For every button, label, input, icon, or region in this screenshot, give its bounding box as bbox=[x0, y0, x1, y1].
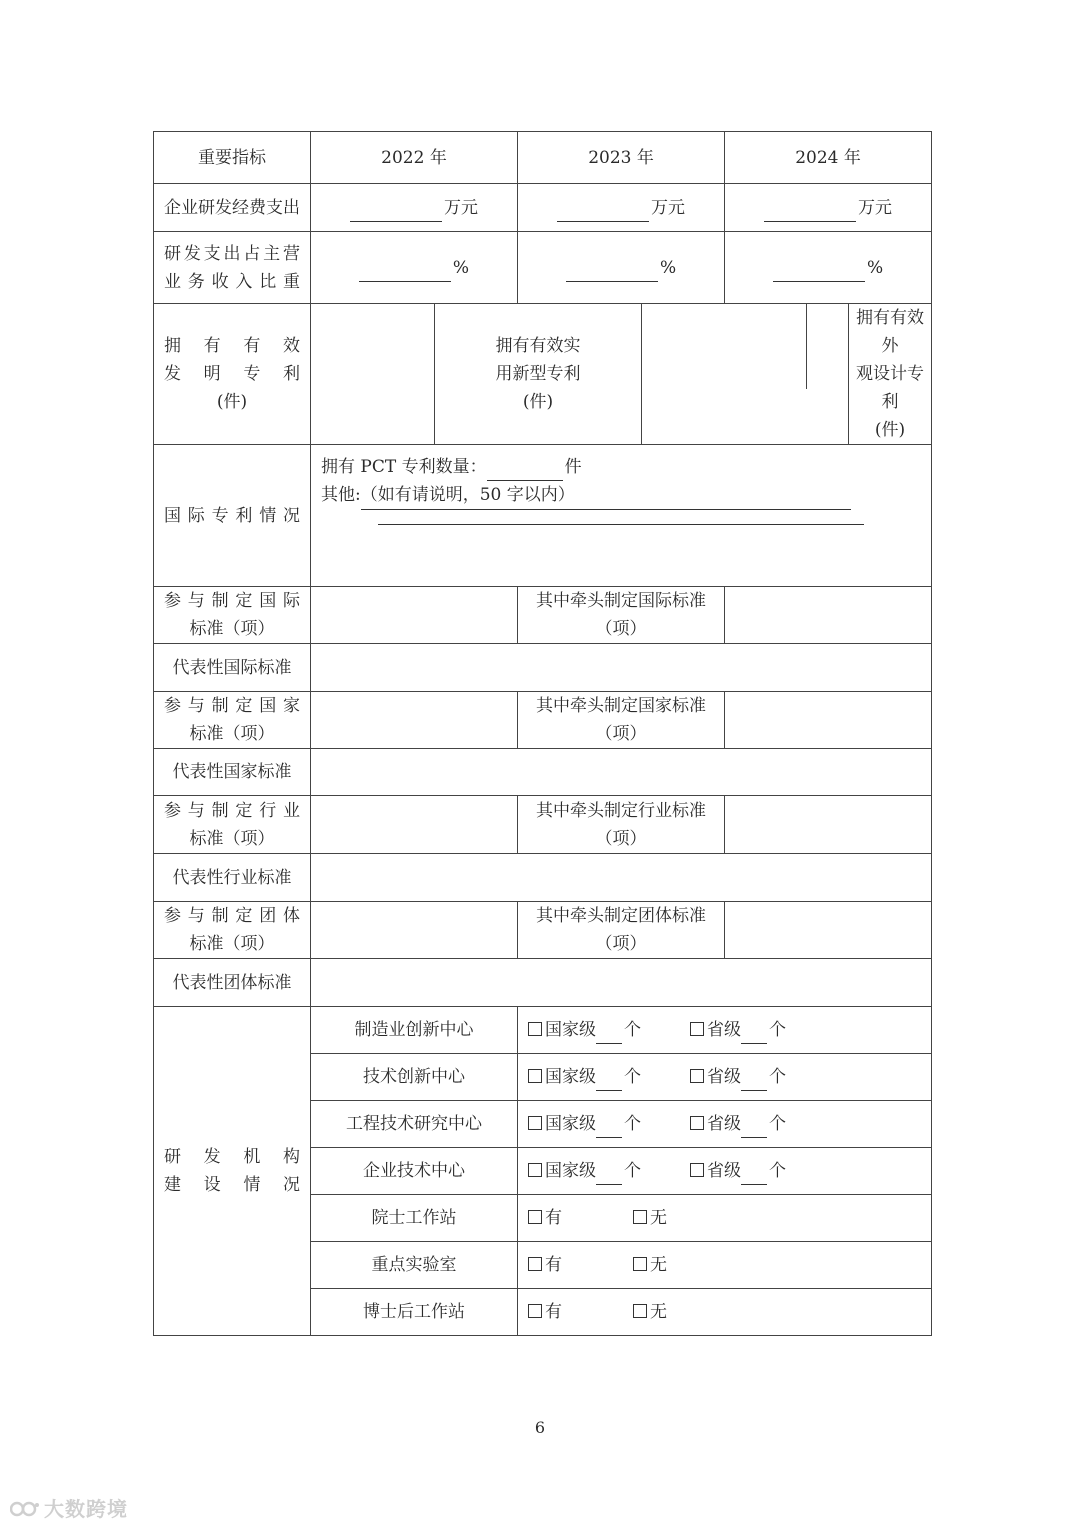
inst-name: 工程技术研究中心 bbox=[311, 1101, 518, 1148]
rd-expense-2022[interactable]: 万元 bbox=[311, 184, 518, 232]
rd-expense-2024[interactable]: 万元 bbox=[725, 184, 932, 232]
inst-name: 技术创新中心 bbox=[311, 1054, 518, 1101]
intl-patent-content[interactable]: 拥有 PCT 专利数量： 件 其他:（如有请说明，50 字以内） bbox=[311, 445, 932, 587]
industry-standard-value[interactable] bbox=[311, 796, 518, 854]
national-standard-rep-value[interactable] bbox=[311, 749, 932, 796]
provincial-checkbox[interactable] bbox=[690, 1069, 704, 1083]
intl-standard-lead-value[interactable] bbox=[725, 587, 932, 644]
national-standard-lead-value[interactable] bbox=[725, 692, 932, 749]
rd-ratio-2023[interactable]: % bbox=[518, 232, 725, 304]
rd-ratio-label: 研发支出占主营 业务收入比重 bbox=[154, 232, 311, 304]
yes-checkbox[interactable] bbox=[528, 1210, 542, 1224]
intl-standard-lead-label: 其中牵头制定国际标准 （项） bbox=[518, 587, 725, 644]
national-checkbox[interactable] bbox=[528, 1022, 542, 1036]
page-number: 6 bbox=[534, 1418, 546, 1437]
inst-name: 企业技术中心 bbox=[311, 1148, 518, 1195]
group-standard-label: 参与制定团体 标准（项） bbox=[154, 902, 311, 959]
inst-options[interactable]: 有 无 bbox=[518, 1289, 932, 1336]
no-checkbox[interactable] bbox=[633, 1210, 647, 1224]
watermark-logo-icon bbox=[10, 1500, 40, 1518]
national-standard-rep-label: 代表性国家标准 bbox=[154, 749, 311, 796]
industry-standard-rep-value[interactable] bbox=[311, 854, 932, 902]
inst-options[interactable]: 国家级 个 省级 个 bbox=[518, 1007, 932, 1054]
group-standard-rep-value[interactable] bbox=[311, 959, 932, 1007]
rd-expense-label: 企业研发经费支出 bbox=[154, 184, 311, 232]
industry-standard-rep-label: 代表性行业标准 bbox=[154, 854, 311, 902]
national-standard-lead-label: 其中牵头制定国家标准 （项） bbox=[518, 692, 725, 749]
provincial-checkbox[interactable] bbox=[690, 1116, 704, 1130]
intl-standard-value[interactable] bbox=[311, 587, 518, 644]
national-checkbox[interactable] bbox=[528, 1069, 542, 1083]
national-standard-label: 参与制定国家 标准（项） bbox=[154, 692, 311, 749]
group-standard-value[interactable] bbox=[311, 902, 518, 959]
provincial-checkbox[interactable] bbox=[690, 1163, 704, 1177]
no-checkbox[interactable] bbox=[633, 1304, 647, 1318]
rd-ratio-2024[interactable]: % bbox=[725, 232, 932, 304]
group-standard-lead-value[interactable] bbox=[725, 902, 932, 959]
watermark: 大数跨境 bbox=[10, 1493, 128, 1522]
inst-name: 博士后工作站 bbox=[311, 1289, 518, 1336]
yes-checkbox[interactable] bbox=[528, 1257, 542, 1271]
rd-expense-2023[interactable]: 万元 bbox=[518, 184, 725, 232]
inst-options[interactable]: 国家级 个 省级 个 bbox=[518, 1054, 932, 1101]
inst-options[interactable]: 有 无 bbox=[518, 1195, 932, 1242]
intl-standard-label: 参与制定国际 标准（项） bbox=[154, 587, 311, 644]
group-standard-rep-label: 代表性团体标准 bbox=[154, 959, 311, 1007]
group-standard-lead-label: 其中牵头制定团体标准 （项） bbox=[518, 902, 725, 959]
design-patent-value[interactable] bbox=[806, 303, 931, 389]
header-year-2022: 2022 年 bbox=[311, 132, 518, 184]
inst-options[interactable]: 有 无 bbox=[518, 1242, 932, 1289]
header-year-2024: 2024 年 bbox=[725, 132, 932, 184]
header-year-2023: 2023 年 bbox=[518, 132, 725, 184]
provincial-checkbox[interactable] bbox=[690, 1022, 704, 1036]
header-indicator: 重要指标 bbox=[154, 132, 311, 184]
industry-standard-label: 参与制定行业 标准（项） bbox=[154, 796, 311, 854]
intl-patent-label: 国际专利情况 bbox=[154, 445, 311, 587]
inst-name: 重点实验室 bbox=[311, 1242, 518, 1289]
inst-name: 制造业创新中心 bbox=[311, 1007, 518, 1054]
invention-patent-value[interactable] bbox=[311, 304, 435, 445]
invention-patent-label: 拥有有效 发明专利 (件) bbox=[154, 304, 311, 445]
utility-patent-label: 拥有有效实 用新型专利 (件) bbox=[435, 304, 642, 445]
rd-institution-label: 研发机构 建设情况 bbox=[154, 1007, 311, 1336]
no-checkbox[interactable] bbox=[633, 1257, 647, 1271]
inst-options[interactable]: 国家级 个 省级 个 bbox=[518, 1148, 932, 1195]
national-checkbox[interactable] bbox=[528, 1116, 542, 1130]
inst-options[interactable]: 国家级 个 省级 个 bbox=[518, 1101, 932, 1148]
national-checkbox[interactable] bbox=[528, 1163, 542, 1177]
inst-name: 院士工作站 bbox=[311, 1195, 518, 1242]
yes-checkbox[interactable] bbox=[528, 1304, 542, 1318]
national-standard-value[interactable] bbox=[311, 692, 518, 749]
industry-standard-lead-label: 其中牵头制定行业标准 （项） bbox=[518, 796, 725, 854]
rd-ratio-2022[interactable]: % bbox=[311, 232, 518, 304]
intl-standard-rep-label: 代表性国际标准 bbox=[154, 644, 311, 692]
design-patent-label: 拥有有效外 观设计专利 (件) bbox=[849, 304, 932, 445]
industry-standard-lead-value[interactable] bbox=[725, 796, 932, 854]
intl-standard-rep-value[interactable] bbox=[311, 644, 932, 692]
